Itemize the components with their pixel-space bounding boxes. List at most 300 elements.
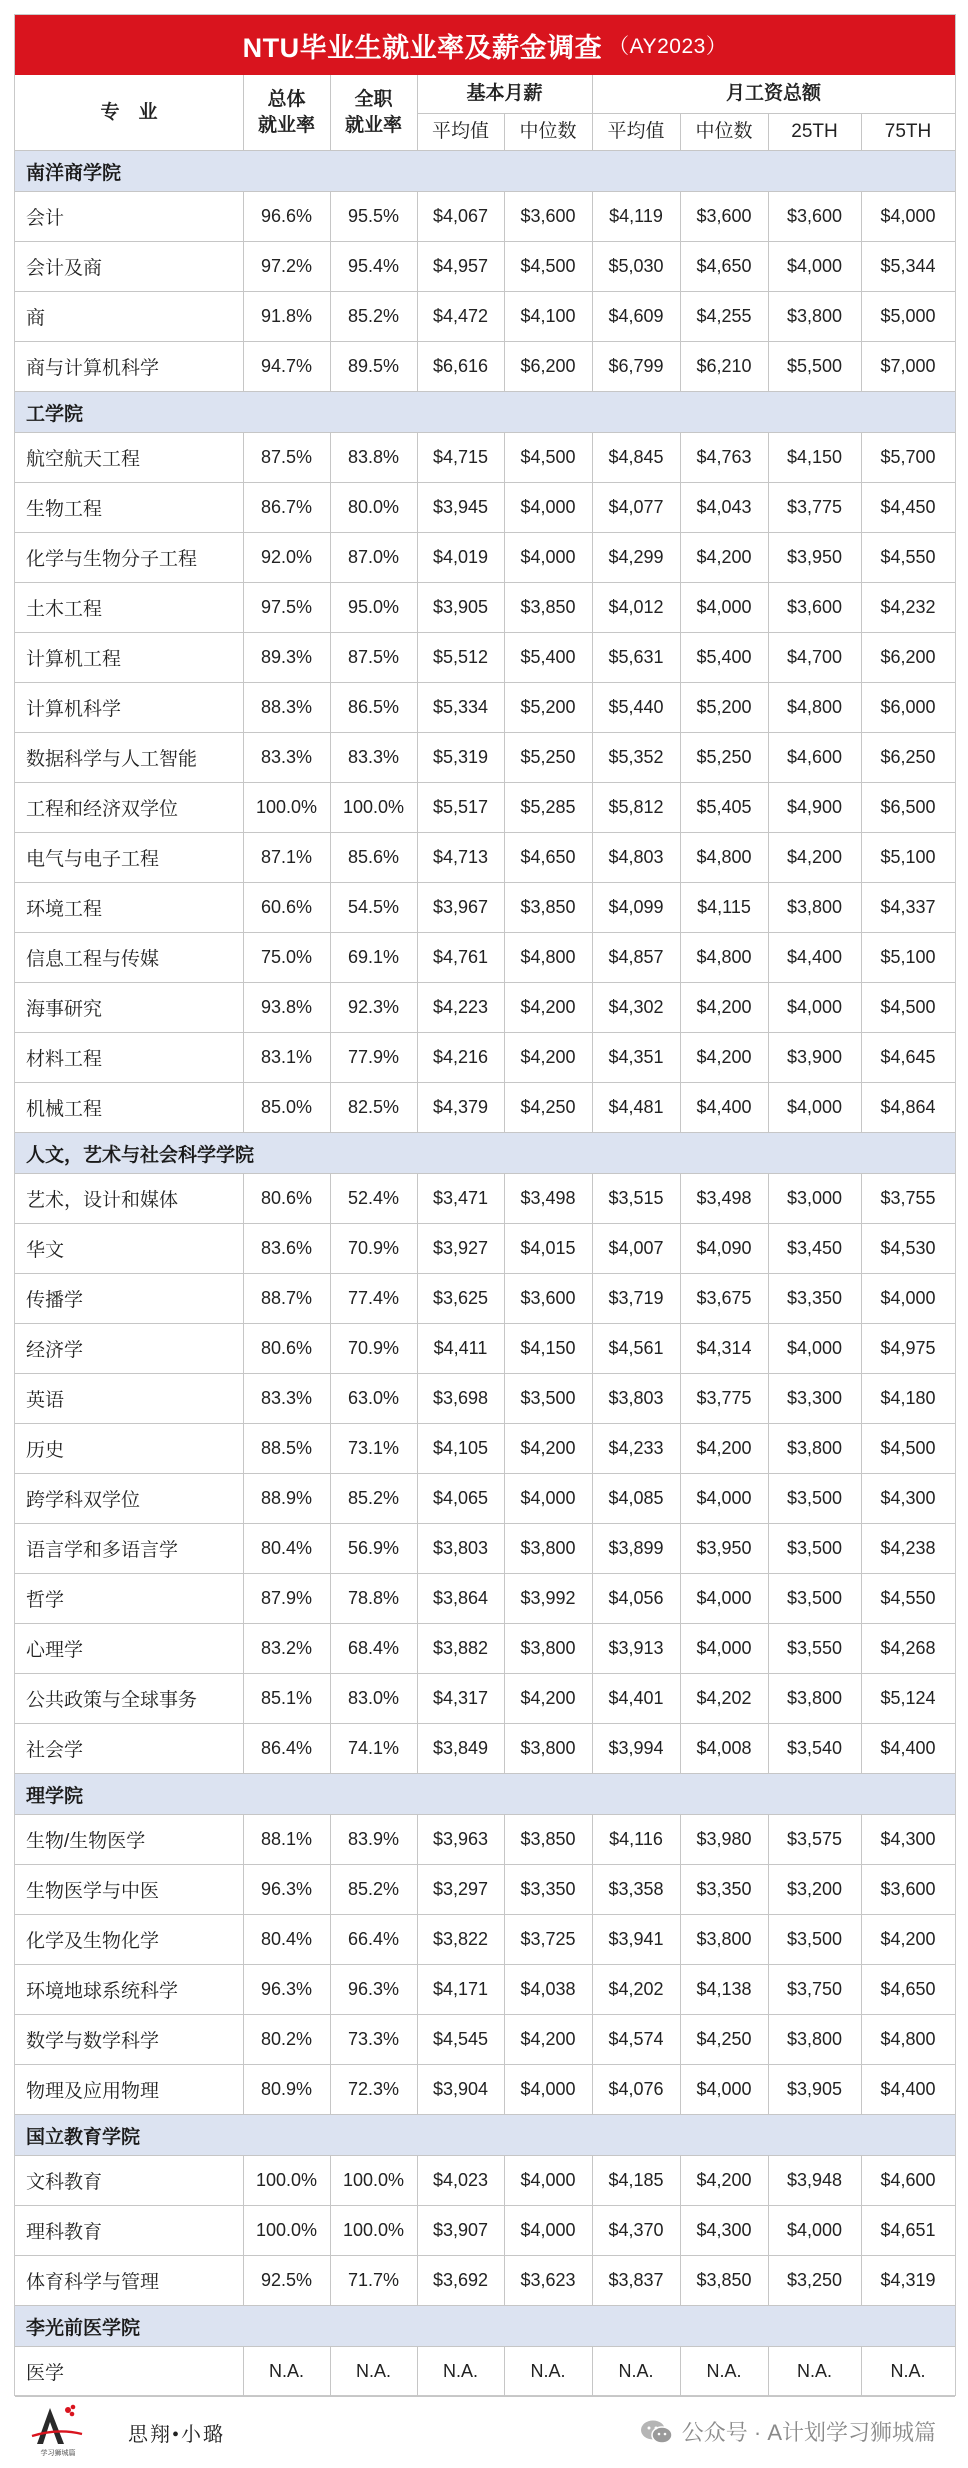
cell-gross-mean: $5,440 (608, 697, 664, 717)
section-header: 李光前医学院 (15, 2306, 955, 2347)
cell-fulltime-rate: 77.9% (347, 1047, 400, 1067)
cell-basic-mean: $5,512 (432, 647, 489, 667)
cell-gross-p75: $5,000 (880, 306, 936, 326)
table-row (15, 342, 955, 392)
cell-major: 心理学 (26, 1640, 84, 1661)
cell-major: 海事研究 (26, 999, 103, 1020)
cell-basic-median: $4,800 (520, 947, 576, 967)
cell-gross-p25: $4,150 (786, 447, 843, 467)
cell-gross-mean: $6,799 (608, 356, 664, 376)
cell-fulltime-rate: 87.0% (347, 547, 400, 567)
grid-line (243, 2156, 244, 2306)
cell-basic-median: $5,400 (520, 647, 576, 667)
grid-line (680, 2347, 681, 2397)
grid-line (861, 2156, 862, 2306)
cell-overall-rate: 75.0% (260, 947, 313, 967)
cell-fulltime-rate: N.A. (355, 2361, 391, 2381)
cell-overall-rate: 83.2% (260, 1638, 313, 1658)
cell-major: 环境工程 (26, 899, 103, 920)
cell-gross-p75: $4,550 (880, 1588, 936, 1608)
grid-line (504, 1174, 505, 1774)
cell-basic-median: $4,000 (520, 2220, 576, 2240)
cell-basic-median: $4,000 (520, 497, 576, 517)
cell-gross-mean: $3,719 (608, 1288, 664, 1308)
table-row (15, 2347, 955, 2397)
table-row (15, 1574, 955, 1624)
grid-line (504, 1815, 505, 2115)
title-text: NTU毕业生就业率及薪金调查 (242, 32, 603, 63)
cell-gross-p25: $4,800 (786, 697, 843, 717)
cell-basic-median: $4,500 (520, 447, 576, 467)
grid-line (592, 75, 593, 151)
cell-gross-median: $4,000 (696, 2079, 752, 2099)
cell-gross-p75: $5,344 (880, 256, 936, 276)
cell-gross-median: $3,850 (696, 2270, 752, 2290)
cell-gross-mean: $4,085 (608, 1488, 664, 1508)
grid-line (417, 433, 418, 1133)
cell-gross-p75: $5,100 (880, 847, 936, 867)
table-row (15, 1274, 955, 1324)
cell-gross-p75: $4,300 (880, 1488, 936, 1508)
grid-line (592, 1815, 593, 2115)
cell-gross-median: $4,000 (696, 1588, 752, 1608)
cell-basic-median: $3,800 (520, 1538, 576, 1558)
cell-gross-p25: $3,948 (786, 2170, 843, 2190)
cell-overall-rate: 60.6% (260, 897, 313, 917)
cell-gross-median: $4,008 (696, 1738, 752, 1758)
cell-overall-rate: 97.2% (260, 256, 313, 276)
cell-major: 生物/生物医学 (26, 1831, 146, 1852)
cell-gross-mean: $5,812 (608, 797, 664, 817)
table-row (15, 1374, 955, 1424)
cell-basic-mean: $4,379 (432, 1097, 489, 1117)
cell-basic-median: $4,150 (520, 1338, 576, 1358)
cell-basic-median: $4,038 (520, 1979, 576, 1999)
table-row (15, 733, 955, 783)
cell-gross-p75: $3,755 (880, 1188, 936, 1208)
cell-gross-mean: $4,803 (608, 847, 664, 867)
grid-line (680, 1815, 681, 2115)
cell-fulltime-rate: 77.4% (347, 1288, 400, 1308)
cell-gross-median: $4,115 (697, 897, 751, 917)
cell-basic-median: $5,250 (520, 747, 576, 767)
cell-fulltime-rate: 83.8% (347, 447, 400, 467)
cell-basic-mean: $4,223 (432, 997, 489, 1017)
cell-fulltime-rate: 96.3% (347, 1979, 400, 1999)
table-header (15, 75, 955, 151)
cell-fulltime-rate: 66.4% (347, 1929, 400, 1949)
cell-basic-median: $3,800 (520, 1738, 576, 1758)
cell-fulltime-rate: 85.2% (347, 306, 400, 326)
cell-gross-median: $3,498 (696, 1188, 752, 1208)
cell-gross-mean: $4,056 (608, 1588, 664, 1608)
cell-major: 医学 (26, 2363, 65, 2384)
cell-major: 社会学 (26, 1740, 84, 1761)
header-fulltime-rate-line2: 就业率 (344, 115, 402, 136)
table-row (15, 2256, 955, 2306)
cell-major: 商 (26, 308, 46, 329)
cell-gross-median: $4,200 (696, 547, 752, 567)
grid-line (417, 2156, 418, 2306)
cell-gross-mean: $4,099 (608, 897, 664, 917)
cell-gross-median: $6,210 (696, 356, 752, 376)
grid-line (861, 192, 862, 392)
grid-line (592, 2347, 593, 2397)
cell-gross-p75: $6,250 (880, 747, 936, 767)
cell-gross-mean: $4,609 (608, 306, 664, 326)
cell-major: 计算机科学 (26, 699, 122, 720)
cell-basic-median: $4,200 (520, 1438, 576, 1458)
cell-basic-median: $4,650 (520, 847, 576, 867)
cell-gross-mean: $3,358 (608, 1879, 664, 1899)
cell-basic-median: $4,100 (520, 306, 576, 326)
grid-line (768, 433, 769, 1133)
cell-fulltime-rate: 85.2% (347, 1488, 400, 1508)
cell-basic-mean: $3,927 (432, 1238, 489, 1258)
cell-overall-rate: 80.4% (260, 1929, 313, 1949)
title-year: （AY2023） (608, 35, 728, 58)
cell-fulltime-rate: 95.0% (347, 597, 400, 617)
cell-gross-median: $4,000 (696, 1488, 752, 1508)
cell-basic-median: $3,623 (520, 2270, 576, 2290)
cell-gross-mean: $4,119 (609, 206, 663, 226)
header-fulltime-rate (330, 75, 417, 151)
cell-gross-p75: $4,000 (880, 206, 936, 226)
cell-gross-median: $5,250 (696, 747, 752, 767)
cell-gross-median: $4,314 (696, 1338, 752, 1358)
cell-overall-rate: 85.0% (260, 1097, 313, 1117)
header-major: 专 业 (100, 102, 158, 123)
grid-line (504, 2347, 505, 2397)
cell-gross-mean: $3,941 (608, 1929, 664, 1949)
footer (0, 2394, 968, 2468)
grid-line (243, 433, 244, 1133)
cell-fulltime-rate: 72.3% (347, 2079, 400, 2099)
cell-overall-rate: 100.0% (255, 2220, 318, 2240)
table-row (15, 1324, 955, 1374)
cell-basic-mean: N.A. (442, 2361, 478, 2381)
grid-line (768, 192, 769, 392)
grid-line (243, 1815, 244, 2115)
cell-gross-mean: $4,561 (608, 1338, 664, 1358)
grid-line (592, 2156, 593, 2306)
wechat-text: 公众号 · A计划学习狮城篇 (681, 2420, 936, 2445)
cell-fulltime-rate: 71.7% (347, 2270, 400, 2290)
cell-gross-mean: $4,481 (608, 1097, 664, 1117)
cell-fulltime-rate: 100.0% (342, 797, 405, 817)
table-row (15, 192, 955, 242)
cell-basic-median: $3,725 (520, 1929, 576, 1949)
cell-gross-p25: $4,000 (786, 1097, 843, 1117)
grid-line (330, 192, 331, 392)
header-gross-salary: 月工资总额 (725, 83, 821, 104)
cell-major: 理科教育 (26, 2222, 103, 2243)
table-row (15, 1674, 955, 1724)
cell-gross-median: $4,000 (696, 597, 752, 617)
cell-major: 文科教育 (26, 2172, 103, 2193)
grid-line (861, 113, 862, 151)
cell-gross-mean: $4,845 (608, 447, 664, 467)
cell-fulltime-rate: 69.1% (347, 947, 400, 967)
cell-fulltime-rate: 73.1% (347, 1438, 400, 1458)
header-divider (417, 113, 955, 114)
cell-gross-p25: $4,700 (786, 647, 843, 667)
cell-basic-mean: $4,171 (432, 1979, 489, 1999)
table-row (15, 433, 955, 483)
cell-fulltime-rate: 89.5% (347, 356, 400, 376)
cell-gross-p25: $3,800 (786, 1688, 843, 1708)
cell-gross-mean: $3,837 (608, 2270, 664, 2290)
table-row (15, 833, 955, 883)
cell-gross-p25: $5,500 (786, 356, 843, 376)
cell-major: 公共政策与全球事务 (26, 1690, 198, 1711)
cell-gross-p25: $4,200 (786, 847, 843, 867)
cell-overall-rate: 80.4% (260, 1538, 313, 1558)
cell-gross-p75: $4,238 (880, 1538, 936, 1558)
cell-overall-rate: 91.8% (260, 306, 313, 326)
table-row (15, 1224, 955, 1274)
cell-basic-mean: $4,216 (432, 1047, 489, 1067)
cell-basic-median: $3,600 (520, 1288, 576, 1308)
grid-line (330, 1815, 331, 2115)
cell-basic-mean: $3,945 (432, 497, 489, 517)
cell-fulltime-rate: 95.5% (347, 206, 400, 226)
cell-basic-mean: $3,692 (432, 2270, 489, 2290)
cell-gross-median: $4,300 (696, 2220, 752, 2240)
cell-major: 化学与生物分子工程 (26, 549, 198, 570)
table-row (15, 1724, 955, 1774)
table-row (15, 1033, 955, 1083)
cell-basic-mean: $3,905 (432, 597, 489, 617)
cell-basic-mean: $3,822 (432, 1929, 489, 1949)
cell-gross-median: $5,405 (696, 797, 752, 817)
table-row (15, 983, 955, 1033)
cell-overall-rate: 83.6% (260, 1238, 313, 1258)
cell-overall-rate: N.A. (268, 2361, 304, 2381)
cell-gross-median: $4,200 (696, 2170, 752, 2190)
cell-overall-rate: 87.9% (260, 1588, 313, 1608)
cell-basic-mean: $5,319 (432, 747, 489, 767)
table-row (15, 1083, 955, 1133)
cell-overall-rate: 87.1% (260, 847, 313, 867)
cell-gross-median: $3,675 (696, 1288, 752, 1308)
cell-basic-median: $4,200 (520, 1688, 576, 1708)
cell-basic-mean: $3,864 (432, 1588, 489, 1608)
cell-gross-p75: $4,232 (880, 597, 936, 617)
cell-gross-mean: $3,803 (608, 1388, 664, 1408)
cell-major: 会计及商 (26, 258, 103, 279)
grid-line (504, 192, 505, 392)
cell-basic-mean: $3,882 (432, 1638, 489, 1658)
cell-major: 土木工程 (26, 599, 103, 620)
cell-gross-median: $4,200 (696, 1438, 752, 1458)
grid-line (504, 113, 505, 151)
cell-major: 语言学和多语言学 (26, 1540, 179, 1561)
grid-line (768, 1174, 769, 1774)
cell-fulltime-rate: 73.3% (347, 2029, 400, 2049)
cell-gross-median: $4,000 (696, 1638, 752, 1658)
cell-major: 工程和经济双学位 (26, 799, 179, 820)
cell-fulltime-rate: 92.3% (347, 997, 400, 1017)
section-header: 南洋商学院 (15, 151, 955, 192)
table-row (15, 1424, 955, 1474)
cell-overall-rate: 96.3% (260, 1879, 313, 1899)
cell-basic-median: $4,500 (520, 256, 576, 276)
cell-basic-mean: $4,019 (432, 547, 489, 567)
cell-gross-mean: N.A. (618, 2361, 654, 2381)
cell-gross-p75: $5,700 (880, 447, 936, 467)
cell-gross-p75: $6,000 (880, 697, 936, 717)
cell-overall-rate: 87.5% (260, 447, 313, 467)
cell-gross-median: $4,800 (696, 947, 752, 967)
cell-fulltime-rate: 56.9% (347, 1538, 400, 1558)
cell-basic-mean: $4,957 (432, 256, 489, 276)
cell-overall-rate: 88.3% (260, 697, 313, 717)
cell-gross-mean: $4,574 (608, 2029, 664, 2049)
cell-gross-mean: $4,299 (608, 547, 664, 567)
cell-gross-p25: $3,500 (786, 1588, 843, 1608)
grid-line (504, 433, 505, 1133)
cell-major: 艺术，设计和媒体 (26, 1190, 179, 1211)
cell-fulltime-rate: 85.6% (347, 847, 400, 867)
cell-gross-p25: $3,450 (786, 1238, 843, 1258)
cell-basic-mean: $4,065 (432, 1488, 489, 1508)
cell-basic-mean: $3,907 (432, 2220, 489, 2240)
cell-gross-p25: $3,500 (786, 1488, 843, 1508)
cell-gross-p25: $3,540 (786, 1738, 843, 1758)
grid-line (768, 113, 769, 151)
table-row (15, 633, 955, 683)
cell-overall-rate: 93.8% (260, 997, 313, 1017)
cell-gross-median: $4,763 (696, 447, 752, 467)
cell-gross-p25: $4,600 (786, 747, 843, 767)
cell-gross-median: $4,200 (696, 1047, 752, 1067)
cell-gross-p25: $4,400 (786, 947, 843, 967)
cell-gross-median: $4,043 (696, 497, 752, 517)
table-row (15, 533, 955, 583)
cell-gross-p75: $5,124 (880, 1688, 936, 1708)
section-header: 国立教育学院 (15, 2115, 955, 2156)
cell-gross-mean: $4,351 (608, 1047, 664, 1067)
cell-gross-mean: $4,202 (608, 1979, 664, 1999)
cell-gross-p75: $6,200 (880, 647, 936, 667)
cell-basic-median: $3,992 (520, 1588, 576, 1608)
cell-gross-mean: $4,370 (608, 2220, 664, 2240)
cell-major: 生物医学与中医 (26, 1881, 160, 1902)
cell-major: 哲学 (26, 1590, 65, 1611)
cell-fulltime-rate: 52.4% (347, 1188, 400, 1208)
cell-gross-mean: $4,401 (608, 1688, 664, 1708)
cell-overall-rate: 96.6% (260, 206, 313, 226)
table-row (15, 1965, 955, 2015)
table-row (15, 1624, 955, 1674)
cell-fulltime-rate: 68.4% (347, 1638, 400, 1658)
cell-basic-mean: $3,963 (432, 1829, 489, 1849)
cell-overall-rate: 88.7% (260, 1288, 313, 1308)
cell-fulltime-rate: 85.2% (347, 1879, 400, 1899)
cell-basic-median: $4,200 (520, 997, 576, 1017)
table-row (15, 242, 955, 292)
cell-basic-median: $4,200 (520, 2029, 576, 2049)
cell-overall-rate: 88.5% (260, 1438, 313, 1458)
logo-caption: 学习狮城篇 (40, 2450, 76, 2457)
cell-overall-rate: 83.1% (260, 1047, 313, 1067)
cell-basic-mean: $4,023 (432, 2170, 489, 2190)
cell-gross-mean: $5,352 (608, 747, 664, 767)
cell-basic-median: $3,850 (520, 597, 576, 617)
cell-basic-median: $3,850 (520, 897, 576, 917)
cell-gross-p25: $3,905 (786, 2079, 843, 2099)
cell-gross-p25: $3,600 (786, 597, 843, 617)
cell-gross-median: $3,775 (696, 1388, 752, 1408)
table-row (15, 1865, 955, 1915)
cell-gross-p75: $4,180 (880, 1388, 936, 1408)
table-row (15, 1915, 955, 1965)
cell-basic-median: $3,350 (520, 1879, 576, 1899)
cell-basic-mean: $4,472 (432, 306, 489, 326)
cell-basic-mean: $4,411 (433, 1338, 488, 1358)
cell-gross-median: $5,400 (696, 647, 752, 667)
grid-line (592, 433, 593, 1133)
cell-basic-median: $5,200 (520, 697, 576, 717)
wechat-account[interactable] (640, 2416, 936, 2447)
cell-major: 信息工程与传媒 (26, 949, 160, 970)
cell-gross-p25: $3,800 (786, 306, 843, 326)
cell-gross-p25: $3,800 (786, 897, 843, 917)
cell-overall-rate: 100.0% (255, 2170, 318, 2190)
cell-fulltime-rate: 63.0% (347, 1388, 400, 1408)
cell-gross-mean: $3,515 (608, 1188, 664, 1208)
grid-line (417, 1815, 418, 2115)
survey-table (14, 14, 956, 2396)
header-basic-salary: 基本月薪 (466, 83, 543, 104)
cell-gross-p75: $4,550 (880, 547, 936, 567)
cell-gross-median: $3,800 (696, 1929, 752, 1949)
table-row (15, 1815, 955, 1865)
cell-major: 商与计算机科学 (26, 358, 160, 379)
table-row (15, 2156, 955, 2206)
cell-overall-rate: 92.0% (260, 547, 313, 567)
cell-fulltime-rate: 74.1% (347, 1738, 400, 1758)
grid-line (243, 75, 244, 151)
cell-gross-mean: $4,185 (608, 2170, 664, 2190)
cell-fulltime-rate: 70.9% (347, 1338, 400, 1358)
cell-basic-mean: $5,517 (432, 797, 489, 817)
cell-major: 华文 (26, 1240, 65, 1261)
cell-gross-median: $3,600 (696, 206, 752, 226)
cell-gross-p75: $4,500 (880, 997, 936, 1017)
cell-gross-mean: $3,899 (608, 1538, 664, 1558)
cell-major: 传播学 (26, 1290, 84, 1311)
cell-basic-median: $3,498 (520, 1188, 576, 1208)
header-gross-p75: 75TH (884, 121, 932, 142)
cell-gross-p25: $3,500 (786, 1929, 843, 1949)
cell-major: 经济学 (26, 1340, 84, 1361)
cell-gross-p25: $3,950 (786, 547, 843, 567)
cell-basic-mean: $4,317 (432, 1688, 489, 1708)
cell-gross-p25: $3,750 (786, 1979, 843, 1999)
grid-line (417, 75, 418, 151)
cell-gross-mean: $3,913 (608, 1638, 664, 1658)
cell-gross-p25: $4,000 (786, 2220, 843, 2240)
cell-gross-median: $4,090 (696, 1238, 752, 1258)
cell-fulltime-rate: 83.0% (347, 1688, 400, 1708)
grid-line (330, 1174, 331, 1774)
grid-line (330, 2156, 331, 2306)
cell-basic-median: N.A. (530, 2361, 566, 2381)
grid-line (680, 2156, 681, 2306)
cell-fulltime-rate: 100.0% (342, 2220, 405, 2240)
